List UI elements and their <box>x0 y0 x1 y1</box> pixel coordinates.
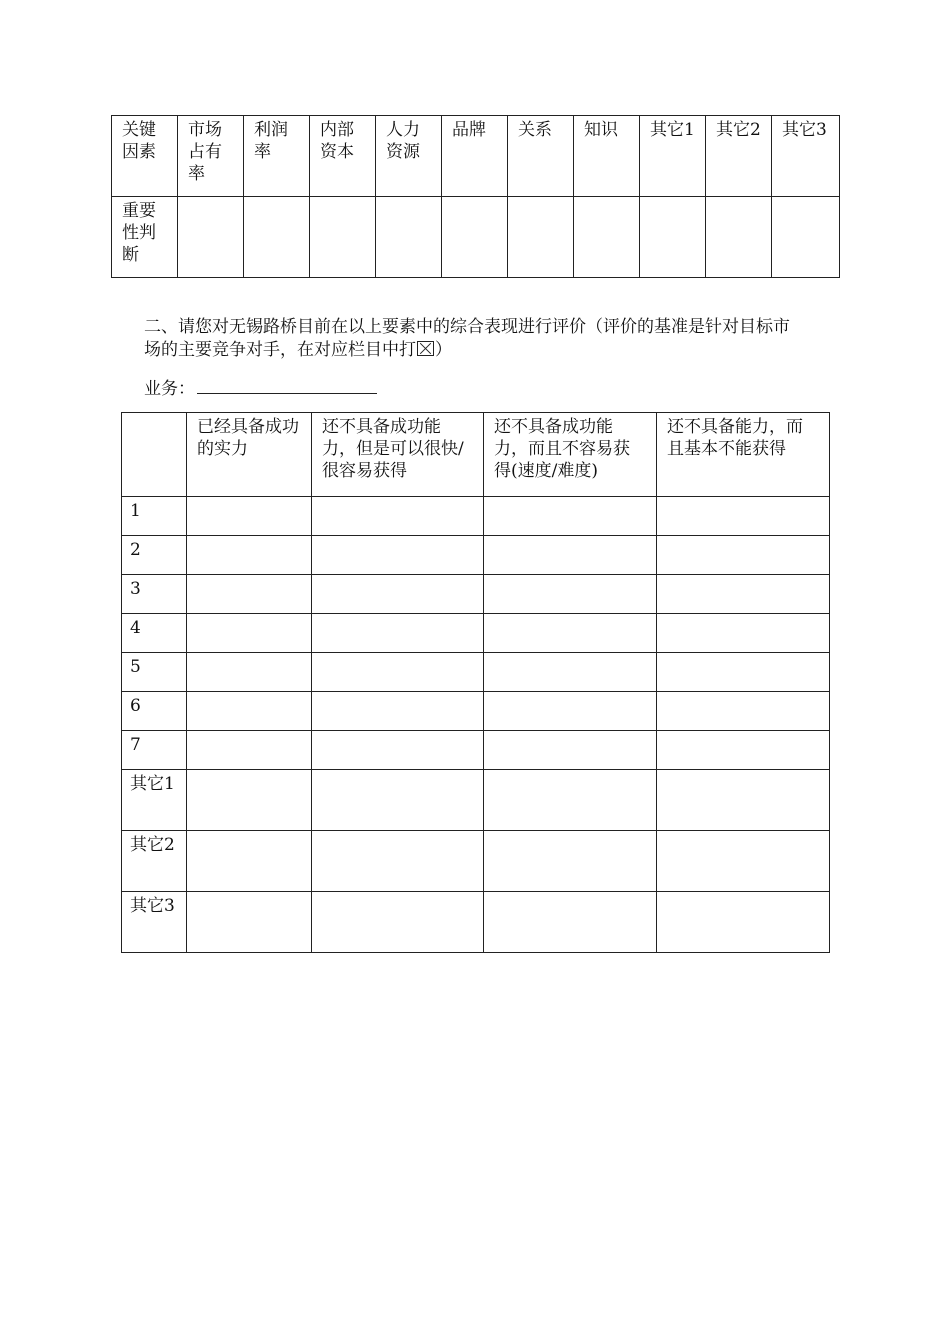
table-row <box>122 731 830 770</box>
factor-header-cell: 其它2 <box>706 116 772 197</box>
table-row <box>122 892 830 953</box>
factor-header-cell: 品牌 <box>442 116 508 197</box>
table-row <box>122 536 830 575</box>
evaluation-input-cell[interactable] <box>484 770 657 831</box>
table-row <box>122 831 830 892</box>
factor-header-cell: 利润率 <box>244 116 310 197</box>
business-label: 业务： <box>144 379 195 399</box>
importance-input-cell[interactable] <box>244 197 310 278</box>
evaluation-table <box>121 412 830 953</box>
evaluation-input-cell[interactable] <box>484 653 657 692</box>
evaluation-input-cell[interactable] <box>657 536 830 575</box>
instruction-text: 二、请您对无锡路桥目前在以上要素中的综合表现进行评价（评价的基准是针对目标市场的主要竞争对手，在对应栏目中打 <box>144 317 790 360</box>
factor-header-cell: 内部资本 <box>310 116 376 197</box>
evaluation-header-cell: 还不具备能力，而且基本不能获得 <box>657 413 830 497</box>
factor-header-cell: 知识 <box>574 116 640 197</box>
row-label: 4 <box>122 614 187 653</box>
evaluation-input-cell[interactable] <box>312 653 484 692</box>
factor-header-cell: 关系 <box>508 116 574 197</box>
importance-input-cell[interactable] <box>574 197 640 278</box>
checked-box-icon <box>417 341 434 356</box>
evaluation-input-cell[interactable] <box>187 892 312 953</box>
evaluation-input-cell[interactable] <box>187 692 312 731</box>
row-label: 其它2 <box>122 831 187 892</box>
factor-header-cell: 市场占有率 <box>178 116 244 197</box>
factor-header-row <box>112 116 840 197</box>
factor-header-cell: 关键因素 <box>112 116 178 197</box>
row-label: 其它3 <box>122 892 187 953</box>
evaluation-input-cell[interactable] <box>187 575 312 614</box>
importance-input-cell[interactable] <box>772 197 840 278</box>
row-label: 2 <box>122 536 187 575</box>
evaluation-input-cell[interactable] <box>657 653 830 692</box>
key-factor-table <box>111 115 840 278</box>
importance-row-label: 重要性判断 <box>112 197 178 278</box>
importance-input-cell[interactable] <box>706 197 772 278</box>
row-label: 3 <box>122 575 187 614</box>
importance-input-cell[interactable] <box>376 197 442 278</box>
evaluation-header-row <box>122 413 830 497</box>
importance-input-cell[interactable] <box>508 197 574 278</box>
evaluation-input-cell[interactable] <box>484 892 657 953</box>
evaluation-input-cell[interactable] <box>484 497 657 536</box>
evaluation-input-cell[interactable] <box>484 692 657 731</box>
importance-row <box>112 197 840 278</box>
evaluation-input-cell[interactable] <box>484 614 657 653</box>
evaluation-input-cell[interactable] <box>187 831 312 892</box>
evaluation-input-cell[interactable] <box>187 497 312 536</box>
evaluation-input-cell[interactable] <box>312 536 484 575</box>
evaluation-input-cell[interactable] <box>187 770 312 831</box>
row-label: 7 <box>122 731 187 770</box>
evaluation-header-cell: 还不具备成功能力，但是可以很快/很容易获得 <box>312 413 484 497</box>
evaluation-input-cell[interactable] <box>187 536 312 575</box>
evaluation-input-cell[interactable] <box>657 614 830 653</box>
evaluation-input-cell[interactable] <box>657 731 830 770</box>
evaluation-input-cell[interactable] <box>657 497 830 536</box>
evaluation-input-cell[interactable] <box>312 575 484 614</box>
importance-input-cell[interactable] <box>442 197 508 278</box>
evaluation-input-cell[interactable] <box>484 536 657 575</box>
evaluation-header-cell: 已经具备成功的实力 <box>187 413 312 497</box>
table-row <box>122 770 830 831</box>
importance-input-cell[interactable] <box>640 197 706 278</box>
row-label: 1 <box>122 497 187 536</box>
table-row <box>122 575 830 614</box>
evaluation-input-cell[interactable] <box>657 892 830 953</box>
evaluation-header-corner <box>122 413 187 497</box>
instruction-closing: ） <box>435 340 452 360</box>
row-label: 5 <box>122 653 187 692</box>
evaluation-input-cell[interactable] <box>657 575 830 614</box>
evaluation-input-cell[interactable] <box>187 653 312 692</box>
evaluation-input-cell[interactable] <box>657 770 830 831</box>
table-row <box>122 692 830 731</box>
table-row <box>122 653 830 692</box>
evaluation-input-cell[interactable] <box>312 497 484 536</box>
table-row <box>122 497 830 536</box>
evaluation-input-cell[interactable] <box>187 614 312 653</box>
evaluation-input-cell[interactable] <box>484 575 657 614</box>
evaluation-input-cell[interactable] <box>312 614 484 653</box>
importance-input-cell[interactable] <box>178 197 244 278</box>
evaluation-input-cell[interactable] <box>312 892 484 953</box>
factor-header-cell: 其它3 <box>772 116 840 197</box>
evaluation-header-cell: 还不具备成功能力，而且不容易获得(速度/难度) <box>484 413 657 497</box>
evaluation-input-cell[interactable] <box>312 731 484 770</box>
factor-header-cell: 人力资源 <box>376 116 442 197</box>
business-field <box>144 376 377 401</box>
row-label: 6 <box>122 692 187 731</box>
evaluation-input-cell[interactable] <box>484 731 657 770</box>
evaluation-input-cell[interactable] <box>312 831 484 892</box>
evaluation-input-cell[interactable] <box>312 770 484 831</box>
table-row <box>122 614 830 653</box>
importance-input-cell[interactable] <box>310 197 376 278</box>
evaluation-input-cell[interactable] <box>484 831 657 892</box>
evaluation-input-cell[interactable] <box>187 731 312 770</box>
row-label: 其它1 <box>122 770 187 831</box>
evaluation-input-cell[interactable] <box>657 831 830 892</box>
factor-header-cell: 其它1 <box>640 116 706 197</box>
evaluation-input-cell[interactable] <box>312 692 484 731</box>
evaluation-instruction <box>144 316 804 362</box>
evaluation-input-cell[interactable] <box>657 692 830 731</box>
business-blank-line[interactable] <box>197 376 377 394</box>
